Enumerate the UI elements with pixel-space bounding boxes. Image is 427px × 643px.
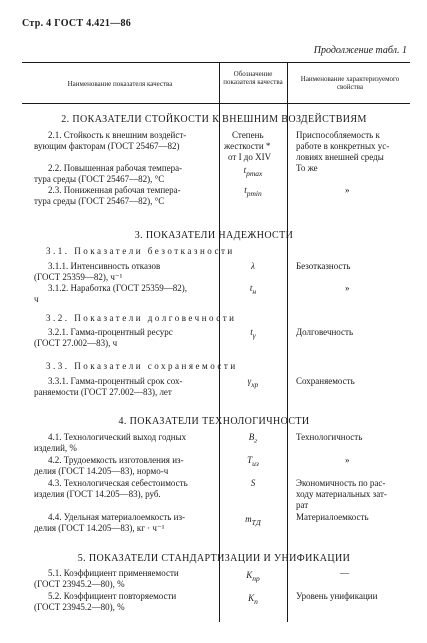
row-5-2-name-line1: 5.2. Коэффициент повторяемости: [48, 591, 177, 601]
table-header-bottom-rule: [22, 103, 410, 104]
row-4-4-property: Материалоемкость: [296, 512, 369, 522]
table-top-rule: [22, 62, 410, 63]
row-3-3-1-property: Сохраняемость: [296, 376, 355, 386]
row-4-1-symbol: $B_г$: [248, 432, 258, 445]
page-label: Стр. 4 ГОСТ 4.421—86: [22, 18, 132, 29]
row-2-1-symbol-line3: от I до XIV: [228, 152, 272, 162]
table-continuation-label: Продолжение табл. 1: [313, 45, 407, 56]
section-title-standardization: 5. ПОКАЗАТЕЛИ СТАНДАРТИЗАЦИИ И УНИФИКАЦИИ: [77, 553, 351, 564]
row-2-1-symbol-line2: жесткости *: [224, 141, 271, 151]
row-4-1-property: Технологичность: [296, 432, 363, 442]
row-4-3-property-line2: ходу материальных зат-: [296, 489, 387, 499]
row-5-1-property: —: [340, 568, 349, 578]
row-5-1-name-line1: 5.1. Коэффициент применяемости: [48, 568, 179, 578]
subsection-durability: 3.2. Показатели долговечности: [46, 313, 237, 323]
column-divider-1: [219, 62, 220, 622]
row-2-1-name-line2: вующим факторам (ГОСТ 25467—82): [34, 141, 180, 151]
row-2-3-property: »: [345, 185, 350, 195]
row-3-1-1-name-line2: (ГОСТ 25359—82), ч⁻¹: [34, 272, 123, 282]
row-2-3-name-line1: 2.3. Пониженная рабочая темпера-: [48, 185, 181, 195]
row-2-3-symbol: $t_{pmin}$: [244, 185, 262, 198]
row-4-2-name-line2: делия (ГОСТ 14.205—83), нормо-ч: [34, 466, 169, 476]
row-4-3-name-line2: изделия (ГОСТ 14.205—83), руб.: [34, 489, 161, 499]
row-2-1-symbol-line1: Степень: [232, 130, 264, 140]
column-header-name: Наименование показателя качества: [67, 80, 173, 88]
row-3-1-2-name-line1: 3.1.2. Наработка (ГОСТ 25359—82),: [48, 283, 187, 293]
subsection-storability: 3.3. Показатели сохраняемости: [46, 361, 238, 371]
row-4-3-name-line1: 4.3. Технологическая себестоимость: [48, 478, 188, 488]
row-3-1-1-symbol: λ: [251, 261, 255, 271]
row-3-1-1-name-line1: 3.1.1. Интенсивность отказов: [48, 261, 161, 271]
row-3-2-1-symbol: $t_\gamma$: [250, 327, 256, 340]
column-divider-2: [287, 62, 288, 622]
row-3-2-1-property: Долговечность: [296, 327, 354, 337]
row-4-1-name-line2: изделий, %: [34, 443, 77, 453]
row-5-2-property: Уровень унификации: [296, 591, 378, 601]
row-4-3-property-line3: рат: [296, 500, 309, 510]
row-2-1-property-line1: Приспособляемость к: [296, 130, 380, 140]
column-header-property: Наименование характеризуемого свойства: [300, 75, 400, 91]
row-4-4-symbol: $m_{ТД}$: [245, 514, 261, 527]
row-3-1-2-symbol: $t_н$: [249, 283, 257, 296]
row-4-2-property: »: [345, 455, 350, 465]
row-4-4-name-line2: делия (ГОСТ 14.205—83), кг · ч⁻¹: [34, 523, 165, 533]
row-2-3-name-line2: тура среды (ГОСТ 25467—82), °С: [34, 196, 165, 206]
row-5-2-name-line2: (ГОСТ 23945.2—80), %: [34, 602, 125, 612]
row-3-2-1-name-line2: (ГОСТ 27.002—83), ч: [34, 338, 118, 348]
row-2-2-symbol: $t_{pmax}$: [243, 165, 263, 178]
row-4-2-symbol: $T_{из}$: [247, 455, 259, 468]
subsection-failure-free: 3.1. Показатели безотказности: [46, 246, 235, 256]
section-title-reliability: 3. ПОКАЗАТЕЛИ НАДЕЖНОСТИ: [134, 230, 294, 241]
row-3-1-1-property: Безотказность: [296, 261, 351, 271]
row-2-1-name-line1: 2.1. Стойкость к внешним воздейст-: [48, 130, 187, 140]
row-3-3-1-name-line2: раняемости (ГОСТ 27.002—83), лет: [34, 387, 172, 397]
row-4-4-name-line1: 4.4. Удельная материалоемкость из-: [48, 512, 186, 522]
column-header-symbol: Обозначение показателя качества: [223, 70, 283, 86]
row-5-2-symbol: $K_п$: [248, 593, 258, 606]
row-2-2-name-line2: тура среды (ГОСТ 25467—82), °С: [34, 174, 165, 184]
row-5-1-name-line2: (ГОСТ 23945.2—80), %: [34, 579, 125, 589]
row-4-3-symbol: S: [250, 478, 256, 488]
row-4-1-name-line1: 4.1. Технологический выход годных: [48, 432, 187, 442]
row-2-1-property-line3: ловиях внешней среды: [296, 152, 384, 162]
row-3-2-1-name-line1: 3.2.1. Гамма-процентный ресурс: [48, 327, 173, 337]
row-3-1-2-name-line2: ч: [34, 294, 39, 304]
section-title-manufacturability: 4. ПОКАЗАТЕЛИ ТЕХНОЛОГИЧНОСТИ: [118, 416, 310, 427]
row-2-2-name-line1: 2.2. Повышенная рабочая темпера-: [48, 163, 183, 173]
row-2-2-property: То же: [296, 163, 318, 173]
section-title-resistance: 2. ПОКАЗАТЕЛИ СТОЙКОСТИ К ВНЕШНИМ ВОЗДЕЙСТВИЯМ: [61, 114, 367, 125]
row-4-3-property-line1: Экономичность по рас-: [296, 478, 386, 488]
row-2-1-property-line2: работе в конкретных ус-: [296, 141, 390, 151]
row-3-3-1-symbol: $\gamma_{хр}$: [247, 376, 259, 389]
row-4-2-name-line1: 4.2. Трудоемкость изготовления из-: [48, 455, 184, 465]
row-3-3-1-name-line1: 3.3.1. Гамма-процентный срок сох-: [48, 376, 183, 386]
row-5-1-symbol: $K_{пр}$: [246, 570, 260, 583]
row-3-1-2-property: »: [345, 283, 350, 293]
